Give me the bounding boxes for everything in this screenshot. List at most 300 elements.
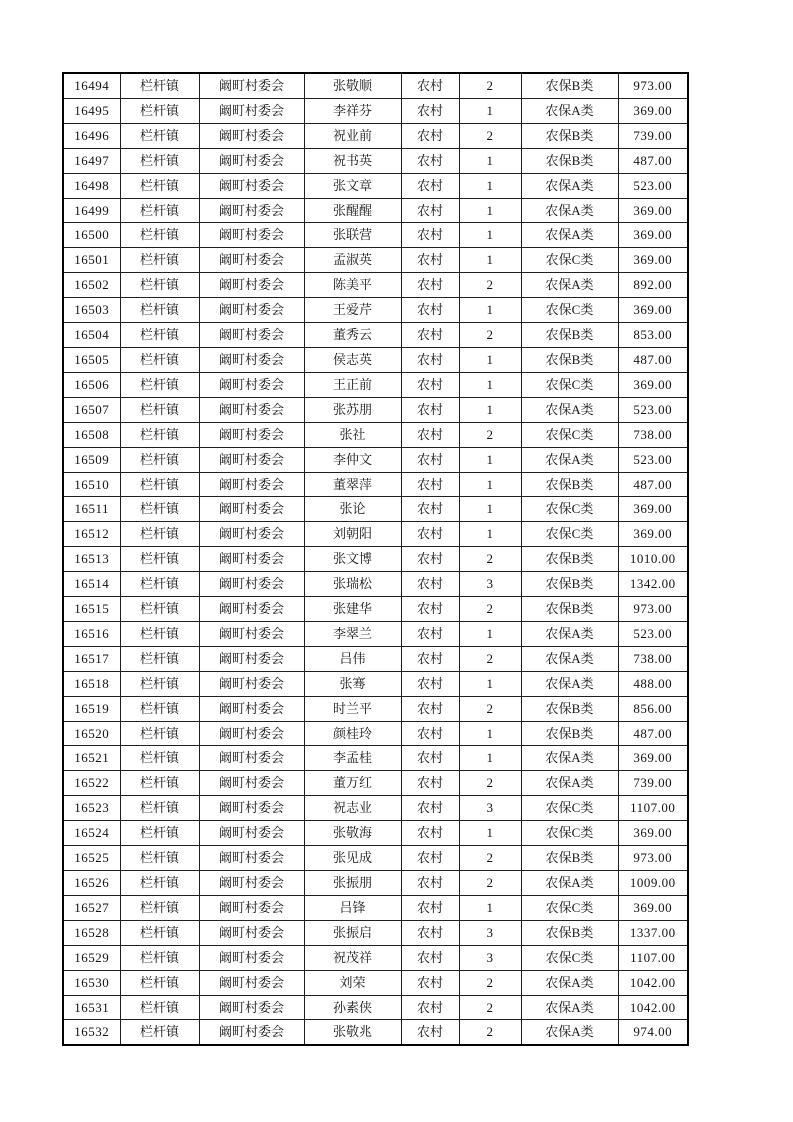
cell-serial: 16511 xyxy=(63,497,120,522)
cell-amount: 856.00 xyxy=(618,696,688,721)
cell-serial: 16517 xyxy=(63,646,120,671)
cell-village: 阚町村委会 xyxy=(199,796,304,821)
cell-serial: 16512 xyxy=(63,522,120,547)
cell-person-count: 1 xyxy=(459,298,521,323)
cell-serial: 16505 xyxy=(63,347,120,372)
table-row xyxy=(63,895,688,920)
cell-residence-type: 农村 xyxy=(401,721,459,746)
cell-person-count: 2 xyxy=(459,73,521,98)
cell-person-name: 董翠萍 xyxy=(304,472,401,497)
cell-person-count: 1 xyxy=(459,621,521,646)
cell-serial: 16496 xyxy=(63,123,120,148)
cell-village: 阚町村委会 xyxy=(199,646,304,671)
cell-residence-type: 农村 xyxy=(401,148,459,173)
cell-town: 栏杆镇 xyxy=(120,123,199,148)
cell-village: 阚町村委会 xyxy=(199,98,304,123)
table-row xyxy=(63,273,688,298)
cell-village: 阚町村委会 xyxy=(199,1020,304,1045)
cell-serial: 16531 xyxy=(63,995,120,1020)
cell-village: 阚町村委会 xyxy=(199,721,304,746)
cell-serial: 16526 xyxy=(63,871,120,896)
cell-village: 阚町村委会 xyxy=(199,671,304,696)
cell-residence-type: 农村 xyxy=(401,298,459,323)
cell-residence-type: 农村 xyxy=(401,771,459,796)
cell-serial: 16527 xyxy=(63,895,120,920)
cell-person-count: 1 xyxy=(459,98,521,123)
table-row xyxy=(63,970,688,995)
cell-village: 阚町村委会 xyxy=(199,895,304,920)
cell-residence-type: 农村 xyxy=(401,223,459,248)
cell-insurance-category: 农保B类 xyxy=(521,73,618,98)
cell-person-name: 张敬兆 xyxy=(304,1020,401,1045)
cell-serial: 16521 xyxy=(63,746,120,771)
cell-town: 栏杆镇 xyxy=(120,447,199,472)
cell-amount: 739.00 xyxy=(618,123,688,148)
cell-town: 栏杆镇 xyxy=(120,846,199,871)
cell-serial: 16530 xyxy=(63,970,120,995)
cell-village: 阚町村委会 xyxy=(199,945,304,970)
benefit-roster-table xyxy=(62,72,689,1046)
cell-residence-type: 农村 xyxy=(401,397,459,422)
cell-person-name: 张敬海 xyxy=(304,821,401,846)
cell-village: 阚町村委会 xyxy=(199,846,304,871)
table-row xyxy=(63,298,688,323)
cell-person-count: 1 xyxy=(459,497,521,522)
cell-serial: 16499 xyxy=(63,198,120,223)
cell-person-name: 张振朋 xyxy=(304,871,401,896)
table-row xyxy=(63,945,688,970)
cell-person-name: 李祥芬 xyxy=(304,98,401,123)
cell-insurance-category: 农保B类 xyxy=(521,920,618,945)
cell-town: 栏杆镇 xyxy=(120,597,199,622)
cell-town: 栏杆镇 xyxy=(120,198,199,223)
cell-village: 阚町村委会 xyxy=(199,497,304,522)
cell-person-count: 1 xyxy=(459,671,521,696)
cell-amount: 1342.00 xyxy=(618,572,688,597)
cell-village: 阚町村委会 xyxy=(199,621,304,646)
cell-person-count: 2 xyxy=(459,846,521,871)
cell-amount: 1042.00 xyxy=(618,995,688,1020)
cell-person-name: 刘朝阳 xyxy=(304,522,401,547)
cell-insurance-category: 农保B类 xyxy=(521,696,618,721)
cell-person-name: 张骞 xyxy=(304,671,401,696)
cell-person-count: 3 xyxy=(459,920,521,945)
cell-person-count: 3 xyxy=(459,572,521,597)
cell-residence-type: 农村 xyxy=(401,472,459,497)
cell-serial: 16529 xyxy=(63,945,120,970)
cell-serial: 16524 xyxy=(63,821,120,846)
cell-amount: 369.00 xyxy=(618,497,688,522)
cell-residence-type: 农村 xyxy=(401,621,459,646)
cell-town: 栏杆镇 xyxy=(120,572,199,597)
cell-person-name: 王正前 xyxy=(304,372,401,397)
cell-person-name: 李翠兰 xyxy=(304,621,401,646)
cell-insurance-category: 农保A类 xyxy=(521,646,618,671)
cell-person-name: 张敬顺 xyxy=(304,73,401,98)
cell-insurance-category: 农保A类 xyxy=(521,98,618,123)
table-row xyxy=(63,248,688,273)
cell-insurance-category: 农保C类 xyxy=(521,372,618,397)
cell-serial: 16503 xyxy=(63,298,120,323)
cell-residence-type: 农村 xyxy=(401,671,459,696)
cell-person-name: 张瑞松 xyxy=(304,572,401,597)
cell-person-name: 李孟桂 xyxy=(304,746,401,771)
table-row xyxy=(63,721,688,746)
cell-insurance-category: 农保C类 xyxy=(521,298,618,323)
cell-insurance-category: 农保C类 xyxy=(521,422,618,447)
cell-insurance-category: 农保B类 xyxy=(521,472,618,497)
table-body xyxy=(63,73,688,1045)
table-row xyxy=(63,696,688,721)
cell-town: 栏杆镇 xyxy=(120,671,199,696)
cell-person-name: 吕伟 xyxy=(304,646,401,671)
cell-residence-type: 农村 xyxy=(401,123,459,148)
cell-town: 栏杆镇 xyxy=(120,721,199,746)
cell-person-count: 1 xyxy=(459,198,521,223)
cell-serial: 16513 xyxy=(63,547,120,572)
table-row xyxy=(63,671,688,696)
cell-serial: 16510 xyxy=(63,472,120,497)
cell-serial: 16519 xyxy=(63,696,120,721)
cell-residence-type: 农村 xyxy=(401,920,459,945)
cell-insurance-category: 农保A类 xyxy=(521,970,618,995)
cell-residence-type: 农村 xyxy=(401,522,459,547)
cell-person-name: 张社 xyxy=(304,422,401,447)
cell-amount: 523.00 xyxy=(618,447,688,472)
cell-residence-type: 农村 xyxy=(401,821,459,846)
cell-insurance-category: 农保A类 xyxy=(521,173,618,198)
cell-town: 栏杆镇 xyxy=(120,497,199,522)
cell-amount: 523.00 xyxy=(618,173,688,198)
cell-town: 栏杆镇 xyxy=(120,273,199,298)
cell-serial: 16509 xyxy=(63,447,120,472)
cell-insurance-category: 农保C类 xyxy=(521,248,618,273)
cell-residence-type: 农村 xyxy=(401,646,459,671)
table-row xyxy=(63,148,688,173)
cell-insurance-category: 农保B类 xyxy=(521,347,618,372)
cell-amount: 369.00 xyxy=(618,248,688,273)
cell-person-name: 陈美平 xyxy=(304,273,401,298)
table-row xyxy=(63,73,688,98)
cell-serial: 16497 xyxy=(63,148,120,173)
cell-town: 栏杆镇 xyxy=(120,73,199,98)
cell-residence-type: 农村 xyxy=(401,746,459,771)
cell-residence-type: 农村 xyxy=(401,347,459,372)
cell-village: 阚町村委会 xyxy=(199,148,304,173)
cell-amount: 487.00 xyxy=(618,472,688,497)
cell-village: 阚町村委会 xyxy=(199,821,304,846)
cell-town: 栏杆镇 xyxy=(120,821,199,846)
cell-serial: 16498 xyxy=(63,173,120,198)
cell-person-name: 吕锋 xyxy=(304,895,401,920)
table-row xyxy=(63,98,688,123)
cell-town: 栏杆镇 xyxy=(120,397,199,422)
cell-person-name: 祝业前 xyxy=(304,123,401,148)
cell-person-name: 孙素侠 xyxy=(304,995,401,1020)
cell-town: 栏杆镇 xyxy=(120,148,199,173)
cell-village: 阚町村委会 xyxy=(199,771,304,796)
cell-town: 栏杆镇 xyxy=(120,995,199,1020)
cell-town: 栏杆镇 xyxy=(120,920,199,945)
table-row xyxy=(63,547,688,572)
cell-insurance-category: 农保B类 xyxy=(521,721,618,746)
cell-insurance-category: 农保A类 xyxy=(521,397,618,422)
cell-insurance-category: 农保B类 xyxy=(521,323,618,348)
cell-insurance-category: 农保B类 xyxy=(521,846,618,871)
cell-amount: 523.00 xyxy=(618,397,688,422)
cell-serial: 16504 xyxy=(63,323,120,348)
cell-serial: 16515 xyxy=(63,597,120,622)
cell-village: 阚町村委会 xyxy=(199,572,304,597)
cell-person-count: 2 xyxy=(459,597,521,622)
cell-town: 栏杆镇 xyxy=(120,970,199,995)
table-row xyxy=(63,920,688,945)
cell-person-count: 1 xyxy=(459,372,521,397)
cell-town: 栏杆镇 xyxy=(120,621,199,646)
cell-insurance-category: 农保B类 xyxy=(521,597,618,622)
cell-village: 阚町村委会 xyxy=(199,323,304,348)
table-row xyxy=(63,746,688,771)
cell-town: 栏杆镇 xyxy=(120,98,199,123)
cell-person-count: 2 xyxy=(459,995,521,1020)
cell-person-name: 董秀云 xyxy=(304,323,401,348)
cell-amount: 974.00 xyxy=(618,1020,688,1045)
cell-person-count: 2 xyxy=(459,422,521,447)
cell-serial: 16507 xyxy=(63,397,120,422)
cell-village: 阚町村委会 xyxy=(199,248,304,273)
table-row xyxy=(63,422,688,447)
table-row xyxy=(63,447,688,472)
cell-town: 栏杆镇 xyxy=(120,895,199,920)
cell-amount: 973.00 xyxy=(618,597,688,622)
cell-amount: 369.00 xyxy=(618,98,688,123)
cell-village: 阚町村委会 xyxy=(199,547,304,572)
cell-insurance-category: 农保A类 xyxy=(521,198,618,223)
cell-amount: 369.00 xyxy=(618,895,688,920)
cell-insurance-category: 农保C类 xyxy=(521,497,618,522)
cell-town: 栏杆镇 xyxy=(120,323,199,348)
cell-town: 栏杆镇 xyxy=(120,945,199,970)
cell-person-count: 2 xyxy=(459,323,521,348)
cell-amount: 892.00 xyxy=(618,273,688,298)
cell-person-name: 刘荣 xyxy=(304,970,401,995)
cell-person-count: 2 xyxy=(459,646,521,671)
cell-town: 栏杆镇 xyxy=(120,223,199,248)
cell-village: 阚町村委会 xyxy=(199,447,304,472)
cell-insurance-category: 农保B类 xyxy=(521,572,618,597)
cell-village: 阚町村委会 xyxy=(199,522,304,547)
cell-amount: 1107.00 xyxy=(618,945,688,970)
cell-person-name: 侯志英 xyxy=(304,347,401,372)
table-row xyxy=(63,621,688,646)
cell-serial: 16532 xyxy=(63,1020,120,1045)
cell-town: 栏杆镇 xyxy=(120,871,199,896)
cell-village: 阚町村委会 xyxy=(199,298,304,323)
cell-village: 阚町村委会 xyxy=(199,173,304,198)
cell-serial: 16523 xyxy=(63,796,120,821)
cell-town: 栏杆镇 xyxy=(120,472,199,497)
cell-residence-type: 农村 xyxy=(401,173,459,198)
cell-town: 栏杆镇 xyxy=(120,248,199,273)
cell-person-name: 张振启 xyxy=(304,920,401,945)
cell-person-name: 张见成 xyxy=(304,846,401,871)
cell-town: 栏杆镇 xyxy=(120,173,199,198)
cell-amount: 369.00 xyxy=(618,821,688,846)
cell-person-count: 1 xyxy=(459,173,521,198)
table-row xyxy=(63,846,688,871)
cell-person-name: 张文章 xyxy=(304,173,401,198)
table-row xyxy=(63,472,688,497)
cell-residence-type: 农村 xyxy=(401,248,459,273)
cell-village: 阚町村委会 xyxy=(199,920,304,945)
cell-residence-type: 农村 xyxy=(401,198,459,223)
cell-insurance-category: 农保A类 xyxy=(521,273,618,298)
cell-residence-type: 农村 xyxy=(401,945,459,970)
cell-serial: 16518 xyxy=(63,671,120,696)
cell-residence-type: 农村 xyxy=(401,422,459,447)
table-row xyxy=(63,871,688,896)
cell-amount: 369.00 xyxy=(618,298,688,323)
cell-amount: 1107.00 xyxy=(618,796,688,821)
table-row xyxy=(63,597,688,622)
cell-insurance-category: 农保A类 xyxy=(521,995,618,1020)
cell-town: 栏杆镇 xyxy=(120,422,199,447)
table-row xyxy=(63,198,688,223)
cell-person-count: 2 xyxy=(459,123,521,148)
cell-person-count: 1 xyxy=(459,248,521,273)
table-row xyxy=(63,397,688,422)
cell-residence-type: 农村 xyxy=(401,597,459,622)
cell-person-count: 2 xyxy=(459,871,521,896)
cell-amount: 369.00 xyxy=(618,522,688,547)
cell-serial: 16506 xyxy=(63,372,120,397)
cell-insurance-category: 农保B类 xyxy=(521,148,618,173)
cell-person-count: 2 xyxy=(459,1020,521,1045)
cell-residence-type: 农村 xyxy=(401,323,459,348)
cell-residence-type: 农村 xyxy=(401,372,459,397)
table-row xyxy=(63,223,688,248)
cell-amount: 853.00 xyxy=(618,323,688,348)
table-row xyxy=(63,497,688,522)
cell-amount: 369.00 xyxy=(618,372,688,397)
cell-person-count: 1 xyxy=(459,347,521,372)
cell-town: 栏杆镇 xyxy=(120,347,199,372)
cell-amount: 973.00 xyxy=(618,846,688,871)
cell-amount: 973.00 xyxy=(618,73,688,98)
cell-insurance-category: 农保B类 xyxy=(521,547,618,572)
cell-residence-type: 农村 xyxy=(401,995,459,1020)
cell-residence-type: 农村 xyxy=(401,871,459,896)
cell-person-count: 1 xyxy=(459,148,521,173)
cell-person-count: 1 xyxy=(459,472,521,497)
cell-amount: 488.00 xyxy=(618,671,688,696)
table-row xyxy=(63,173,688,198)
cell-insurance-category: 农保A类 xyxy=(521,671,618,696)
cell-amount: 738.00 xyxy=(618,422,688,447)
cell-village: 阚町村委会 xyxy=(199,73,304,98)
cell-residence-type: 农村 xyxy=(401,1020,459,1045)
cell-serial: 16494 xyxy=(63,73,120,98)
cell-amount: 1009.00 xyxy=(618,871,688,896)
cell-village: 阚町村委会 xyxy=(199,472,304,497)
cell-amount: 1337.00 xyxy=(618,920,688,945)
cell-residence-type: 农村 xyxy=(401,895,459,920)
cell-insurance-category: 农保C类 xyxy=(521,895,618,920)
cell-person-count: 1 xyxy=(459,447,521,472)
cell-residence-type: 农村 xyxy=(401,970,459,995)
table-row xyxy=(63,821,688,846)
cell-serial: 16528 xyxy=(63,920,120,945)
cell-serial: 16508 xyxy=(63,422,120,447)
cell-residence-type: 农村 xyxy=(401,73,459,98)
cell-village: 阚町村委会 xyxy=(199,123,304,148)
cell-town: 栏杆镇 xyxy=(120,522,199,547)
table-row xyxy=(63,123,688,148)
cell-person-name: 孟淑英 xyxy=(304,248,401,273)
cell-insurance-category: 农保A类 xyxy=(521,871,618,896)
cell-person-count: 2 xyxy=(459,273,521,298)
cell-serial: 16501 xyxy=(63,248,120,273)
cell-insurance-category: 农保A类 xyxy=(521,223,618,248)
cell-residence-type: 农村 xyxy=(401,572,459,597)
cell-amount: 1042.00 xyxy=(618,970,688,995)
cell-residence-type: 农村 xyxy=(401,273,459,298)
cell-person-name: 时兰平 xyxy=(304,696,401,721)
cell-village: 阚町村委会 xyxy=(199,696,304,721)
cell-village: 阚町村委会 xyxy=(199,223,304,248)
cell-person-name: 颜桂玲 xyxy=(304,721,401,746)
cell-residence-type: 农村 xyxy=(401,846,459,871)
cell-person-name: 张建华 xyxy=(304,597,401,622)
cell-person-count: 1 xyxy=(459,746,521,771)
cell-person-name: 王爱芹 xyxy=(304,298,401,323)
cell-amount: 369.00 xyxy=(618,746,688,771)
cell-serial: 16500 xyxy=(63,223,120,248)
cell-residence-type: 农村 xyxy=(401,796,459,821)
cell-serial: 16495 xyxy=(63,98,120,123)
table-row xyxy=(63,796,688,821)
cell-town: 栏杆镇 xyxy=(120,771,199,796)
cell-serial: 16525 xyxy=(63,846,120,871)
cell-person-count: 3 xyxy=(459,796,521,821)
table-row xyxy=(63,323,688,348)
cell-person-count: 1 xyxy=(459,895,521,920)
cell-town: 栏杆镇 xyxy=(120,298,199,323)
table-row xyxy=(63,995,688,1020)
cell-serial: 16522 xyxy=(63,771,120,796)
cell-person-count: 1 xyxy=(459,821,521,846)
cell-serial: 16520 xyxy=(63,721,120,746)
cell-village: 阚町村委会 xyxy=(199,597,304,622)
cell-residence-type: 农村 xyxy=(401,696,459,721)
cell-serial: 16514 xyxy=(63,572,120,597)
cell-village: 阚町村委会 xyxy=(199,397,304,422)
cell-person-count: 3 xyxy=(459,945,521,970)
cell-amount: 487.00 xyxy=(618,721,688,746)
cell-insurance-category: 农保A类 xyxy=(521,621,618,646)
cell-person-count: 2 xyxy=(459,771,521,796)
cell-village: 阚町村委会 xyxy=(199,995,304,1020)
cell-village: 阚町村委会 xyxy=(199,372,304,397)
cell-insurance-category: 农保A类 xyxy=(521,447,618,472)
cell-insurance-category: 农保A类 xyxy=(521,1020,618,1045)
cell-person-count: 1 xyxy=(459,721,521,746)
cell-town: 栏杆镇 xyxy=(120,796,199,821)
cell-residence-type: 农村 xyxy=(401,98,459,123)
table-row xyxy=(63,646,688,671)
cell-amount: 487.00 xyxy=(618,148,688,173)
cell-person-name: 张联营 xyxy=(304,223,401,248)
